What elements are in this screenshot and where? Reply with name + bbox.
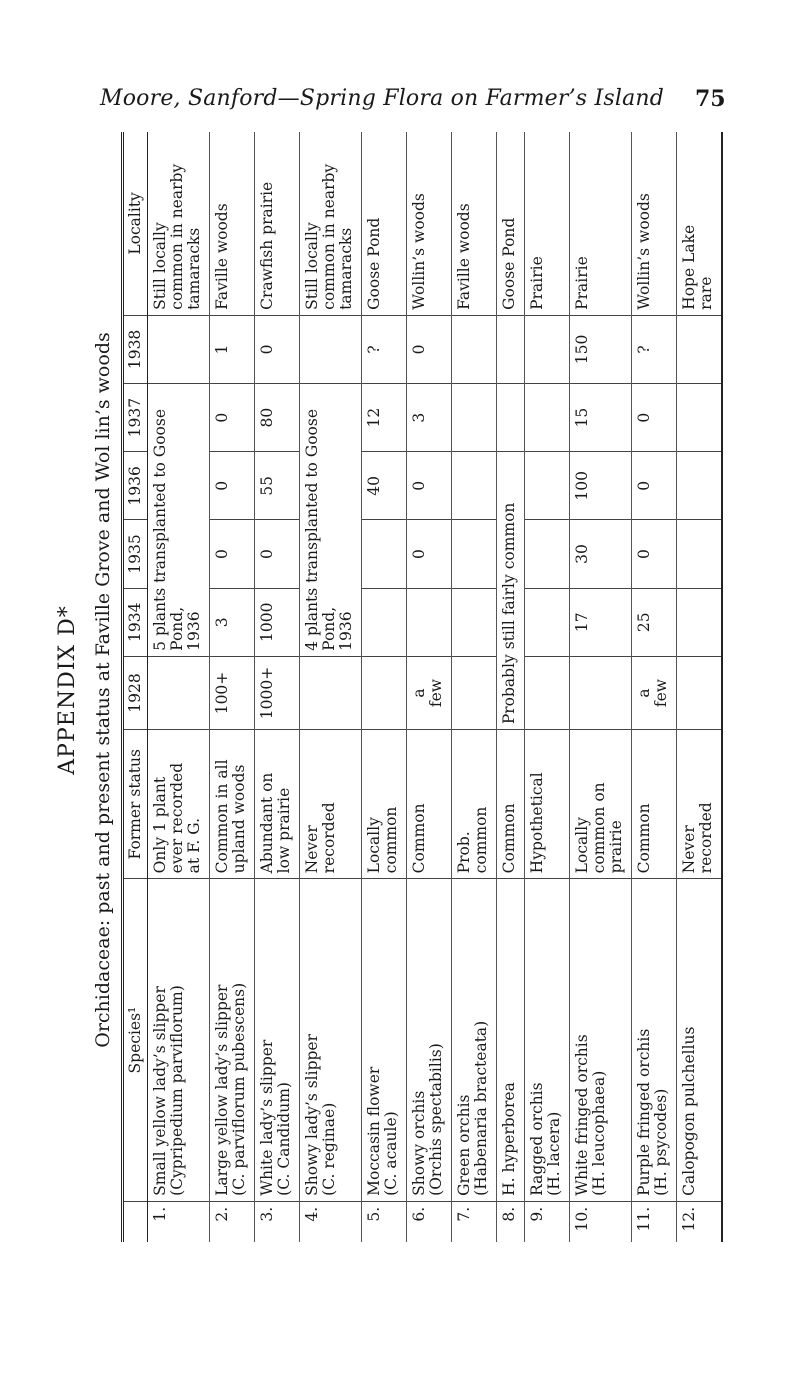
locality-cell: Wollin’s woods: [632, 132, 677, 315]
table-row: [148, 132, 210, 1242]
row-number: 10.: [570, 1201, 632, 1242]
year-1937-cell: 0: [210, 384, 255, 452]
year-1928-cell: [677, 656, 723, 729]
former-status-cell: Abundant on low prairie: [255, 730, 300, 879]
rotated-appendix: [45, 120, 715, 1260]
year-1938-cell: 0: [407, 315, 452, 383]
year-1938-cell: [525, 315, 570, 383]
header-former-status: Former status: [123, 730, 148, 879]
year-1928-cell: a few: [632, 656, 677, 729]
species-cell: Showy lady’s slipper (C. reginae): [300, 879, 362, 1202]
year-1934-cell: 25: [632, 588, 677, 656]
status-note-cell: Probably still fairly common: [497, 452, 525, 730]
year-1928-cell: [148, 656, 210, 729]
row-number: 9.: [525, 1201, 570, 1242]
year-1936-cell: 0: [407, 452, 452, 520]
year-1934-cell: [525, 588, 570, 656]
row-number: 11.: [632, 1201, 677, 1242]
table-caption: Orchidaceae: past and present status at Faville Grove and Wol lin’s woods: [92, 332, 114, 1048]
running-head: Moore, Sanford—Spring Flora on Farmer’s Island: [100, 86, 665, 111]
former-status-cell: Locally common on prairie: [570, 730, 632, 879]
species-cell: Calopogon pulchellus: [677, 879, 723, 1202]
year-1937-cell: 0: [632, 384, 677, 452]
year-1928-cell: [525, 656, 570, 729]
year-1938-cell: [300, 315, 362, 383]
year-1938-cell: ?: [632, 315, 677, 383]
year-1936-cell: [452, 452, 497, 520]
transplant-note-cell: 5 plants transplanted to Goose Pond, 1936: [148, 384, 210, 657]
locality-cell: Still locally common in nearby tamaracks: [300, 132, 362, 315]
species-cell: White lady’s slipper (C. Candidum): [255, 879, 300, 1202]
year-1936-cell: 40: [362, 452, 407, 520]
year-1928-cell: a few: [407, 656, 452, 729]
year-1934-cell: [452, 588, 497, 656]
year-1938-cell: 150: [570, 315, 632, 383]
table-row: [570, 132, 632, 1242]
year-1936-cell: [525, 452, 570, 520]
year-1935-cell: 0: [255, 520, 300, 588]
year-1936-cell: [677, 452, 723, 520]
year-1928-cell: 1000+: [255, 656, 300, 729]
header-1937: 1937: [123, 384, 148, 452]
year-1936-cell: 0: [632, 452, 677, 520]
header-locality: Locality: [123, 132, 148, 315]
header-species: Species¹: [123, 879, 148, 1202]
former-status-cell: Common: [497, 730, 525, 879]
header-1936: 1936: [123, 452, 148, 520]
locality-cell: Goose Pond: [362, 132, 407, 315]
year-1935-cell: 0: [407, 520, 452, 588]
year-1935-cell: [677, 520, 723, 588]
year-1938-cell: 1: [210, 315, 255, 383]
year-1938-cell: [452, 315, 497, 383]
former-status-cell: Never recorded: [677, 730, 723, 879]
locality-cell: Faville woods: [210, 132, 255, 315]
species-cell: Large yellow lady’s slipper (C. parviflorum pubescens): [210, 879, 255, 1202]
year-1934-cell: [407, 588, 452, 656]
year-1928-cell: [300, 656, 362, 729]
locality-cell: Hope Lake rare: [677, 132, 723, 315]
year-1937-cell: 3: [407, 384, 452, 452]
species-cell: Purple fringed orchis (H. psycodes): [632, 879, 677, 1202]
year-1936-cell: 100: [570, 452, 632, 520]
row-number: 3.: [255, 1201, 300, 1242]
year-1928-cell: [570, 656, 632, 729]
year-1935-cell: [525, 520, 570, 588]
year-1934-cell: [362, 588, 407, 656]
species-cell: Moccasin flower (C. acaule): [362, 879, 407, 1202]
former-status-cell: Common: [407, 730, 452, 879]
table-row: [407, 132, 452, 1242]
species-cell: Green orchis (Habenaria bracteata): [452, 879, 497, 1202]
page-number: 75: [695, 86, 726, 112]
locality-cell: Faville woods: [452, 132, 497, 315]
former-status-cell: Hypothetical: [525, 730, 570, 879]
former-status-cell: Common: [632, 730, 677, 879]
table-row: [525, 132, 570, 1242]
year-1934-cell: 3: [210, 588, 255, 656]
row-number: 8.: [497, 1201, 525, 1242]
table-header-row: [123, 132, 148, 1242]
former-status-cell: Common in all upland woods: [210, 730, 255, 879]
year-1936-cell: 55: [255, 452, 300, 520]
table-row: [300, 132, 362, 1242]
locality-cell: Goose Pond: [497, 132, 525, 315]
year-1935-cell: 0: [632, 520, 677, 588]
header-number: [123, 1201, 148, 1242]
row-number: 1.: [148, 1201, 210, 1242]
transplant-note-cell: 4 plants transplanted to Goose Pond, 1936: [300, 384, 362, 657]
year-1937-cell: [497, 384, 525, 452]
year-1935-cell: [452, 520, 497, 588]
year-1936-cell: 0: [210, 452, 255, 520]
appendix-title: APPENDIX D*: [55, 605, 80, 775]
row-number: 4.: [300, 1201, 362, 1242]
header-1935: 1935: [123, 520, 148, 588]
species-cell: Showy orchis (Orchis spectabilis): [407, 879, 452, 1202]
year-1937-cell: 15: [570, 384, 632, 452]
row-number: 2.: [210, 1201, 255, 1242]
year-1934-cell: [677, 588, 723, 656]
former-status-cell: Prob. common: [452, 730, 497, 879]
species-cell: Small yellow lady’s slipper (Cypripedium parviflorum): [148, 879, 210, 1202]
locality-cell: Prairie: [525, 132, 570, 315]
year-1928-cell: [452, 656, 497, 729]
former-status-cell: Locally common: [362, 730, 407, 879]
year-1928-cell: 100+: [210, 656, 255, 729]
year-1935-cell: [362, 520, 407, 588]
species-cell: Ragged orchis (H. lacera): [525, 879, 570, 1202]
header-1928: 1928: [123, 656, 148, 729]
row-number: 5.: [362, 1201, 407, 1242]
year-1934-cell: 17: [570, 588, 632, 656]
orchid-status-table: [121, 132, 723, 1242]
year-1935-cell: 0: [210, 520, 255, 588]
year-1937-cell: 80: [255, 384, 300, 452]
table-row: [677, 132, 723, 1242]
year-1937-cell: [452, 384, 497, 452]
year-1935-cell: 30: [570, 520, 632, 588]
year-1938-cell: [148, 315, 210, 383]
table-row: [255, 132, 300, 1242]
locality-cell: Crawfish prairie: [255, 132, 300, 315]
year-1938-cell: [677, 315, 723, 383]
table-row: [362, 132, 407, 1242]
former-status-cell: Never recorded: [300, 730, 362, 879]
year-1937-cell: [677, 384, 723, 452]
year-1934-cell: 1000: [255, 588, 300, 656]
row-number: 6.: [407, 1201, 452, 1242]
locality-cell: Still locally common in nearby tamaracks: [148, 132, 210, 315]
year-1928-cell: [362, 656, 407, 729]
row-number: 12.: [677, 1201, 723, 1242]
species-cell: H. hyperborea: [497, 879, 525, 1202]
former-status-cell: Only 1 plant ever recorded at F. G.: [148, 730, 210, 879]
year-1938-cell: 0: [255, 315, 300, 383]
table-row: [210, 132, 255, 1242]
year-1937-cell: [525, 384, 570, 452]
table-row: [497, 132, 525, 1242]
header-1934: 1934: [123, 588, 148, 656]
table-row: [632, 132, 677, 1242]
year-1938-cell: ?: [362, 315, 407, 383]
locality-cell: Wollin’s woods: [407, 132, 452, 315]
species-cell: White fringed orchis (H. leucophaea): [570, 879, 632, 1202]
locality-cell: Prairie: [570, 132, 632, 315]
table-row: [452, 132, 497, 1242]
row-number: 7.: [452, 1201, 497, 1242]
year-1937-cell: 12: [362, 384, 407, 452]
year-1938-cell: [497, 315, 525, 383]
header-1938: 1938: [123, 315, 148, 383]
